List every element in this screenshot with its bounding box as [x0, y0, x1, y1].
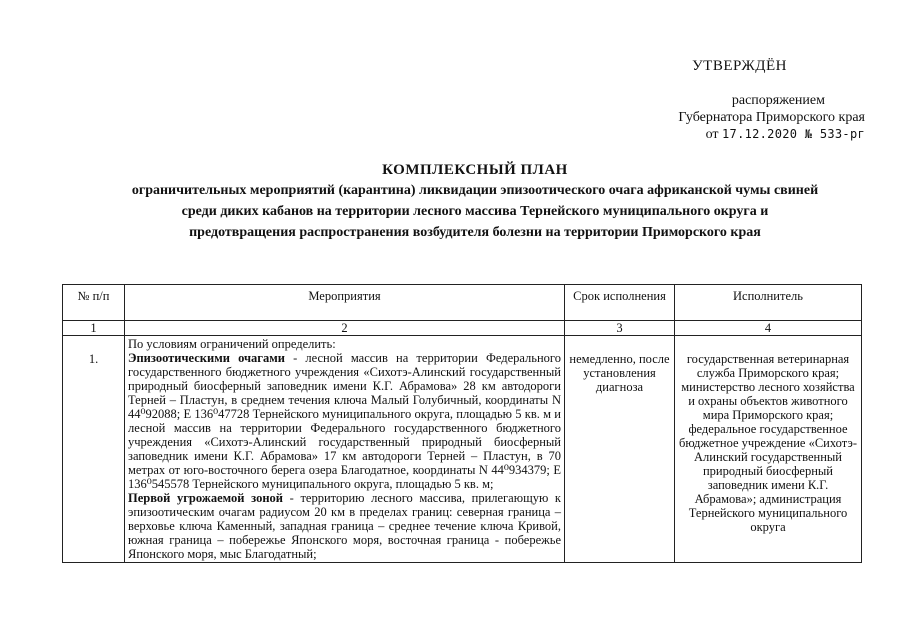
column-number-4: 4 — [675, 321, 862, 336]
order-date-line — [605, 126, 865, 143]
measures-label-2: Первой угрожаемой зоной — [128, 491, 283, 505]
from-label: от — [705, 127, 719, 142]
approved-label: УТВЕРЖДЁН — [692, 58, 787, 74]
column-number-1: 1 — [63, 321, 125, 336]
column-number-2: 2 — [125, 321, 565, 336]
document-title — [60, 160, 890, 243]
table-header-row — [63, 285, 862, 321]
title-line-2: среди диких кабанов на территории лесного массива Тернейского муниципального округа и — [181, 204, 769, 219]
governor-label: Губернатора Приморского края — [678, 110, 865, 125]
header-executor: Исполнитель — [675, 285, 862, 321]
measures-intro: По условиям ограничений определить: — [128, 337, 336, 351]
header-number: № п/п — [63, 285, 125, 321]
measures-paragraph-2 — [128, 491, 561, 561]
plan-table — [62, 284, 862, 563]
measures-text-2: - территорию лесного массива, прилегающую к эпизоотическим очагам радиусом 20 км в пределах границ: северная граница – верховье ключа Каменный, западная граница – среднее течение ключа Кривой, южная граница – побережье Японского моря, восточная граница - побережье Японского моря, мыс Благодатный; — [128, 491, 561, 561]
column-number-3: 3 — [565, 321, 675, 336]
order-label: распоряжением — [731, 93, 825, 108]
row-measures — [125, 336, 565, 563]
row-number: 1. — [63, 336, 125, 563]
title-line-1: ограничительных мероприятий (карантина) ликвидации эпизоотического очага африканской чумы свиней — [131, 183, 819, 198]
row-term: немедленно, после установления диагноза — [565, 336, 675, 563]
approval-block — [605, 58, 865, 143]
measures-text-1: - лесной массив на территории Федерального государственного бюджетного учреждения «Сихотэ-Алинский государственный природный биосферный заповедник имени К.Г. Абрамова» 28 км автодороги Терней – Пластун, в среднем течения ключа Малый Голубичный, координаты N 44⁰92088; E 136⁰47728 Тернейского муниципального округа, площадью 5 кв. м и лесной массив на территории Федерального государственного бюджетного учреждения «Сихотэ-Алинский государственный природный биосферный заповедник имени К.Г. Абрамова» 17 км автодороги Терней – Пластун, в 70 метрах от юго-восточного берега озера Благодатное, координаты N 44⁰934379; E 136⁰545578 Тернейского муниципального округа, площадью 5 кв. м; — [128, 351, 561, 491]
header-measures: Мероприятия — [125, 285, 565, 321]
measures-paragraph-1 — [128, 351, 561, 491]
header-term: Срок исполнения — [565, 285, 675, 321]
row-executor: государственная ветеринарная служба Приморского края; министерство лесного хозяйства и охраны объектов животного мира Приморского края; федеральное государственное бюджетное учреждение «Сихотэ-Алинский государственный природный биосферный заповедник имени К.Г. Абрамова»; администрация Тернейского муниципального округа — [675, 336, 862, 563]
measures-label-1: Эпизоотическими очагами — [128, 351, 285, 365]
table-row — [63, 336, 862, 563]
title-line-3: предотвращения распространения возбудителя болезни на территории Приморского края — [189, 225, 761, 240]
title-main: КОМПЛЕКСНЫЙ ПЛАН — [382, 162, 568, 178]
column-numbers-row — [63, 321, 862, 336]
order-date-number: 17.12.2020 № 533-рг — [722, 127, 865, 141]
